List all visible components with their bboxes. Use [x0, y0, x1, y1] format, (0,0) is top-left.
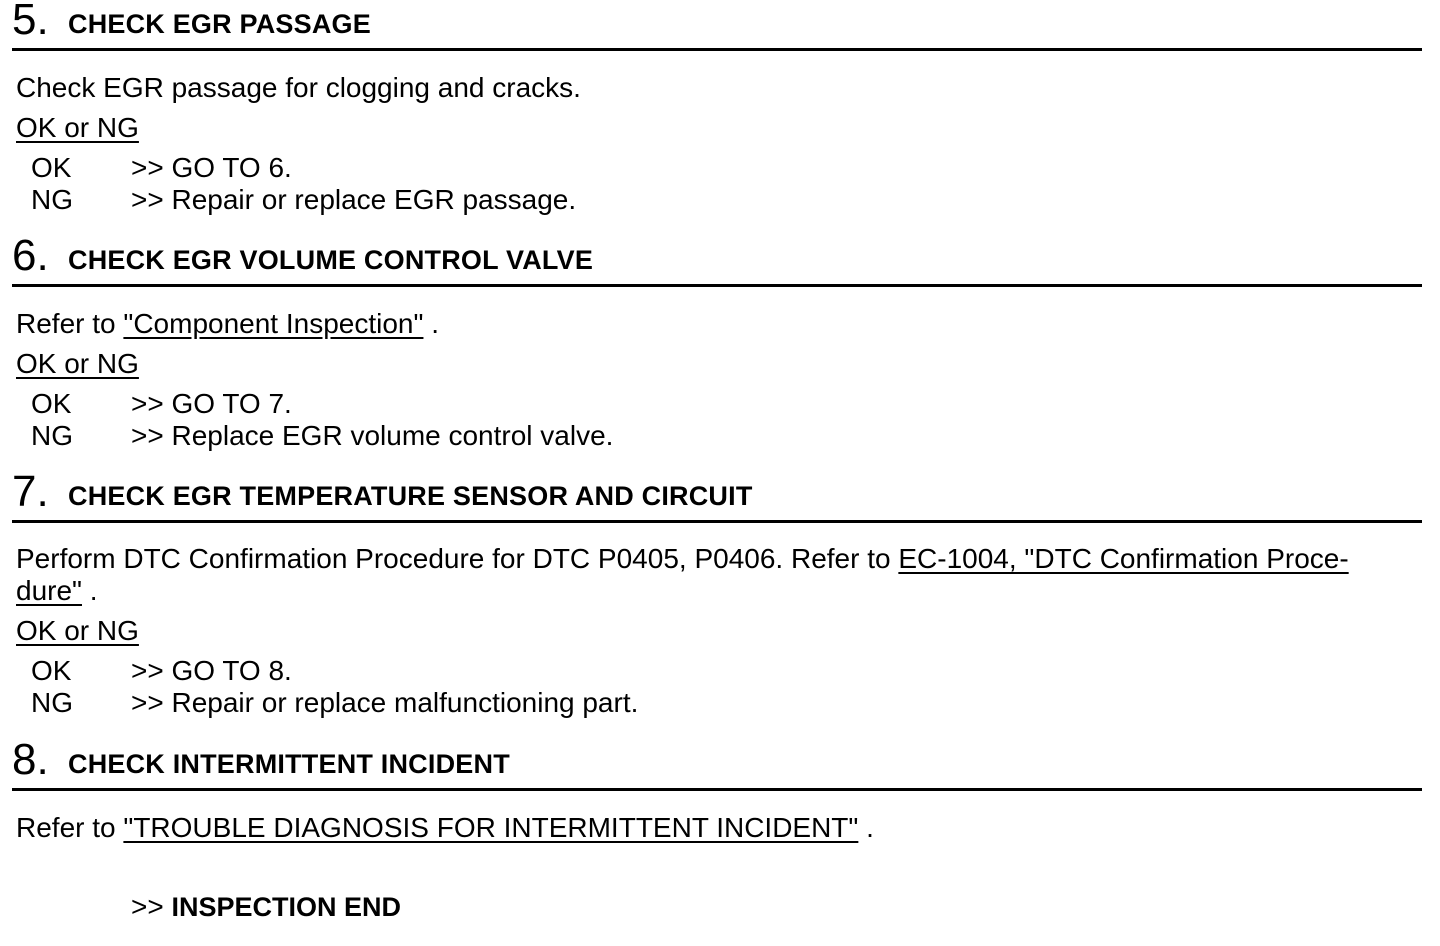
step-number: 6. [12, 231, 49, 280]
instruction-text: . [423, 308, 440, 339]
ok-or-ng-label: OK or NG [16, 348, 139, 379]
step-number: 5. [12, 0, 49, 44]
result-ng [31, 184, 576, 216]
step-instruction: Check EGR passage for clogging and cracks. [16, 72, 581, 103]
step-title: CHECK EGR TEMPERATURE SENSOR AND CIRCUIT [68, 481, 753, 511]
result-code: OK [31, 655, 72, 686]
result-action: >> Repair or replace malfunctioning part. [131, 687, 639, 718]
result-action: >> GO TO 8. [131, 655, 292, 686]
inspection-end-prefix: >> [131, 891, 172, 922]
step-6 [12, 231, 1422, 451]
ok-or-ng-label: OK or NG [16, 615, 139, 646]
step-8-header [12, 735, 1422, 791]
instruction-text: Perform DTC Confirmation Procedure for DTC P0405, P0406. Refer to [16, 543, 899, 574]
instruction-text: Refer to [16, 812, 124, 843]
result-action: >> Replace EGR volume control valve. [131, 420, 614, 451]
intermittent-incident-link[interactable]: "TROUBLE DIAGNOSIS FOR INTERMITTENT INCIDENT" [123, 812, 859, 843]
step-8 [12, 735, 1422, 843]
result-code: OK [31, 152, 72, 183]
step-5-header [12, 0, 1422, 51]
result-ng [31, 420, 613, 452]
step-title: CHECK EGR PASSAGE [68, 9, 371, 39]
result-code: NG [31, 687, 73, 718]
ok-or-ng-label: OK or NG [16, 112, 139, 143]
result-ok [31, 388, 292, 420]
result-ok [31, 152, 292, 184]
inspection-end-label: INSPECTION END [171, 892, 402, 922]
component-inspection-link[interactable]: "Component Inspection" [123, 308, 424, 339]
instruction-text: . [81, 575, 98, 606]
step-instruction [16, 812, 874, 844]
result-code: NG [31, 420, 73, 451]
result-action: >> GO TO 7. [131, 388, 292, 419]
inspection-end [131, 891, 401, 923]
step-title: CHECK INTERMITTENT INCIDENT [68, 749, 510, 779]
step-title: CHECK EGR VOLUME CONTROL VALVE [68, 245, 594, 275]
step-instruction-continued [16, 575, 98, 607]
step-instruction [16, 308, 439, 340]
result-code: NG [31, 184, 73, 215]
dtc-confirmation-link[interactable]: dure" [16, 575, 82, 606]
result-ng [31, 687, 638, 719]
step-5 [12, 0, 1422, 215]
result-ok [31, 655, 292, 687]
step-6-header [12, 231, 1422, 287]
result-action: >> Repair or replace EGR passage. [131, 184, 577, 215]
step-number: 7. [12, 467, 49, 516]
result-action: >> GO TO 6. [131, 152, 292, 183]
instruction-text: . [858, 812, 874, 843]
step-instruction [16, 543, 1422, 575]
step-7-header [12, 467, 1422, 523]
dtc-confirmation-link[interactable]: EC-1004, "DTC Confirmation Proce- [898, 543, 1349, 574]
result-code: OK [31, 388, 72, 419]
step-7 [12, 467, 1422, 718]
step-number: 8. [12, 735, 49, 784]
instruction-text: Refer to [16, 308, 124, 339]
